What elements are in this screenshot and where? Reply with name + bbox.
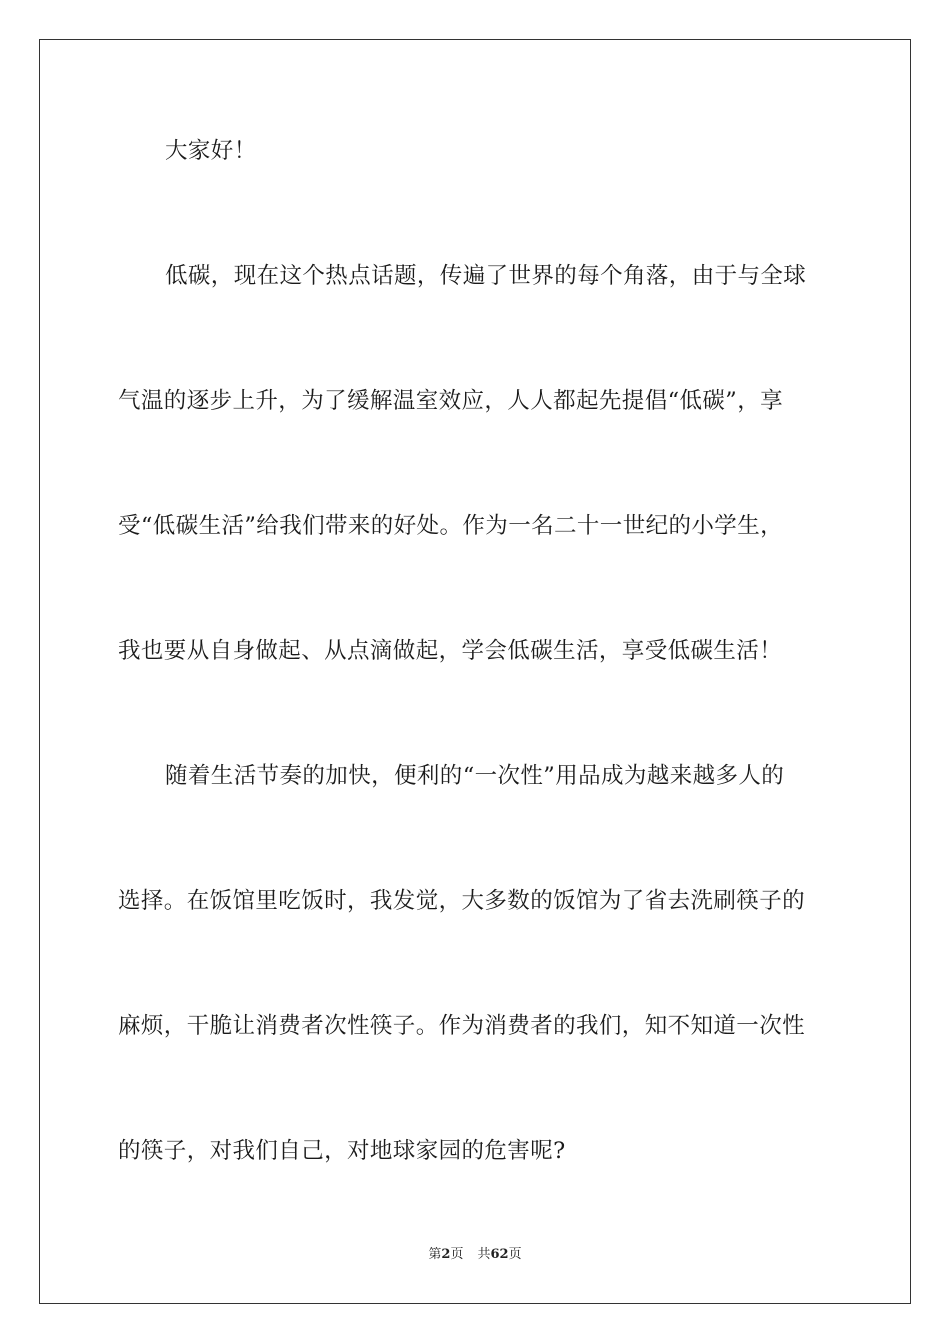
total-suffix: 页 xyxy=(508,1247,522,1262)
page-prefix: 第 xyxy=(428,1247,442,1262)
paragraph-2-line-4: 的筷子，对我们自己，对地球家园的危害呢? xyxy=(118,1138,566,1164)
page-frame xyxy=(39,39,911,1304)
page-footer xyxy=(0,1246,950,1264)
paragraph-1-line-4: 我也要从自身做起、从点滴做起，学会低碳生活，享受低碳生活！ xyxy=(118,638,783,664)
total-prefix: 共 xyxy=(477,1247,491,1262)
paragraph-1-line-2: 气温的逐步上升，为了缓解温室效应，人人都起先提倡“低碳”，享 xyxy=(118,388,784,414)
paragraph-1-line-3: 受“低碳生活”给我们带来的好处。作为一名二十一世纪的小学生， xyxy=(118,513,784,539)
paragraph-2-line-2: 选择。在饭馆里吃饭时，我发觉，大多数的饭馆为了省去洗刷筷子的 xyxy=(118,888,806,914)
paragraph-2-line-3: 麻烦，干脆让消费者次性筷子。作为消费者的我们，知不知道一次性 xyxy=(118,1013,806,1039)
greeting-line: 大家好！ xyxy=(165,138,257,164)
page-suffix: 页 xyxy=(450,1247,464,1262)
page-number: 2 xyxy=(441,1247,451,1262)
paragraph-1-line-1: 低碳，现在这个热点话题，传遍了世界的每个角落，由于与全球 xyxy=(165,263,807,289)
total-pages: 62 xyxy=(490,1247,509,1262)
paragraph-2-line-1: 随着生活节奏的加快，便利的“一次性”用品成为越来越多人的 xyxy=(165,763,785,789)
